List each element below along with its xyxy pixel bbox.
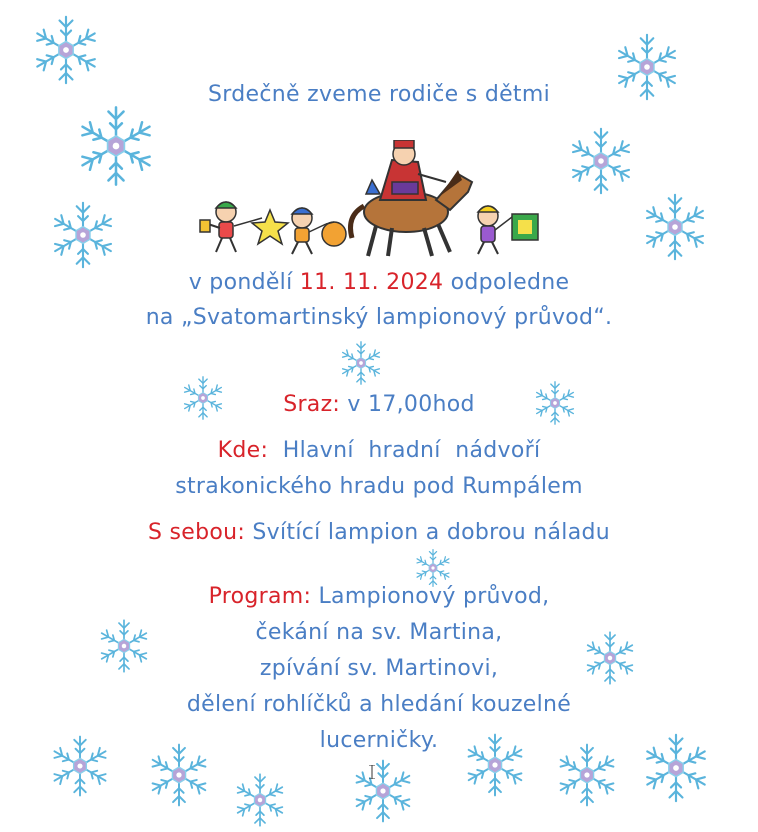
program-label: Program:: [208, 584, 312, 609]
snowflake-icon: [48, 200, 118, 270]
meeting-time: v 17,00hod: [340, 392, 475, 417]
st-martin-procession-illustration: [196, 140, 556, 260]
program-item: lucerničky.: [319, 728, 439, 753]
snowflake-icon: [30, 14, 102, 86]
bring-label: S sebou:: [147, 520, 246, 545]
event-name: na „Svatomartinský lampionový průvod“.: [145, 305, 613, 330]
greeting-heading: Srdečně zveme rodiče s dětmi: [208, 82, 550, 107]
location-value: Hlavní hradní nádvoří: [268, 438, 541, 463]
text-cursor: [369, 764, 375, 778]
date-prefix: v pondělí: [188, 270, 300, 295]
location-line: [0, 438, 758, 463]
location-label: Kde:: [217, 438, 269, 463]
snowflake-icon: [350, 758, 416, 824]
program-line: [0, 584, 758, 609]
meeting-line: [0, 392, 758, 417]
bring-line: [0, 520, 758, 545]
snowflake-icon: [640, 192, 710, 262]
snowflake-icon: [338, 340, 384, 386]
st-martin-rider-icon: [366, 140, 446, 200]
date-suffix: odpoledne: [443, 270, 570, 295]
program-item: dělení rohlíčků a hledání kouzelné: [186, 692, 572, 717]
child-with-lantern-icon: [478, 206, 516, 254]
snowflake-icon: [566, 126, 636, 196]
program-item: čekání na sv. Martina,: [255, 620, 503, 645]
date-line: [0, 270, 758, 295]
meeting-label: Sraz:: [283, 392, 341, 417]
child-with-lantern-icon: [292, 208, 326, 254]
program-item: Lampionový průvod,: [311, 584, 550, 609]
bring-value: Svítící lampion a dobrou náladu: [245, 520, 611, 545]
event-date: 11. 11. 2024: [299, 270, 444, 295]
program-item: zpívání sv. Martinovi,: [259, 656, 499, 681]
snowflake-icon: [74, 104, 158, 188]
snowflake-icon: [413, 548, 453, 588]
location-line-2: strakonického hradu pod Rumpálem: [175, 474, 583, 499]
snowflake-icon: [232, 772, 288, 828]
child-with-lantern-icon: [200, 202, 236, 252]
